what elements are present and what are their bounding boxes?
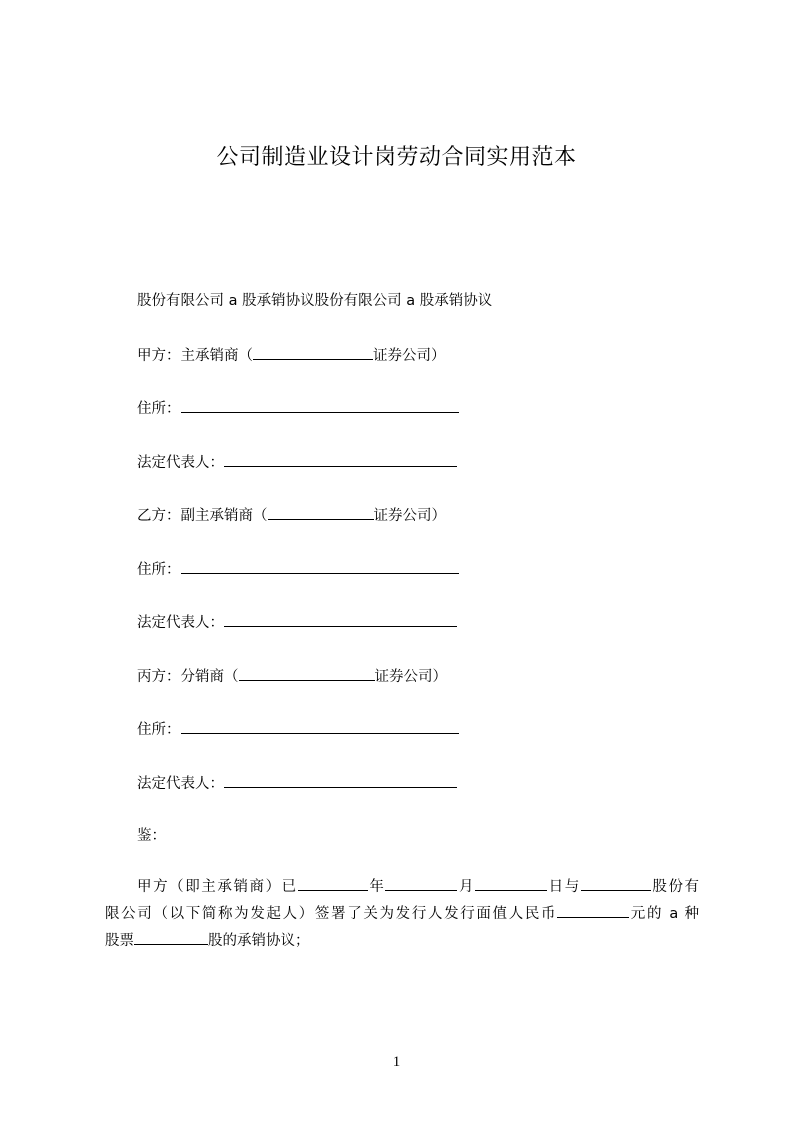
party-c-legal-rep-line	[137, 773, 457, 794]
page-number: 1	[392, 1054, 401, 1070]
party-c-label: 丙方：分销商（	[137, 669, 239, 685]
address-blank[interactable]	[181, 559, 459, 574]
year-blank[interactable]	[298, 876, 368, 891]
amount-blank[interactable]	[557, 903, 629, 918]
legal-rep-label: 法定代表人：	[137, 615, 224, 631]
party-c-suffix: 证券公司）	[374, 669, 447, 685]
address-label: 住所：	[137, 722, 181, 738]
party-c-line	[137, 666, 447, 687]
clause-line-3: 股票 股的承销协议；	[105, 928, 699, 955]
address-blank[interactable]	[181, 719, 459, 734]
address-blank[interactable]	[181, 398, 459, 413]
agreement-clause	[105, 874, 699, 955]
party-a-line	[137, 345, 446, 366]
legal-rep-label: 法定代表人：	[137, 776, 224, 792]
party-c-address-line	[137, 719, 459, 740]
party-b-label: 乙方：副主承销商（	[137, 508, 268, 524]
party-b-line	[137, 505, 446, 526]
legal-rep-blank[interactable]	[224, 612, 457, 627]
clause-line-2: 限公司（以下简称为发起人）签署了关为发行人发行面值人民币 元的 a 种	[105, 901, 699, 928]
shares-blank[interactable]	[134, 930, 208, 945]
month-blank[interactable]	[385, 876, 457, 891]
party-c-blank[interactable]	[239, 666, 375, 681]
party-a-blank[interactable]	[253, 345, 373, 360]
address-label: 住所：	[137, 562, 181, 578]
intro-line: 股份有限公司 a 股承销协议股份有限公司 a 股承销协议	[137, 293, 493, 309]
legal-rep-label: 法定代表人：	[137, 455, 224, 471]
legal-rep-blank[interactable]	[224, 452, 457, 467]
party-b-address-line	[137, 559, 459, 580]
day-blank[interactable]	[475, 876, 547, 891]
document-title: 公司制造业设计岗劳动合同实用范本	[216, 145, 577, 170]
party-b-suffix: 证券公司）	[373, 508, 446, 524]
party-b-blank[interactable]	[268, 505, 374, 520]
company-blank[interactable]	[581, 876, 651, 891]
legal-rep-blank[interactable]	[224, 773, 457, 788]
party-a-legal-rep-line	[137, 452, 457, 473]
address-label: 住所：	[137, 401, 181, 417]
party-a-address-line	[137, 398, 459, 419]
party-a-label: 甲方：主承销商（	[137, 348, 253, 364]
party-b-legal-rep-line	[137, 612, 457, 633]
party-a-suffix: 证券公司）	[373, 348, 446, 364]
clause-line-1: 甲方（即主承销商）已 年 月 日与 股份有	[105, 874, 699, 901]
whereas-heading: 鉴：	[137, 828, 166, 844]
